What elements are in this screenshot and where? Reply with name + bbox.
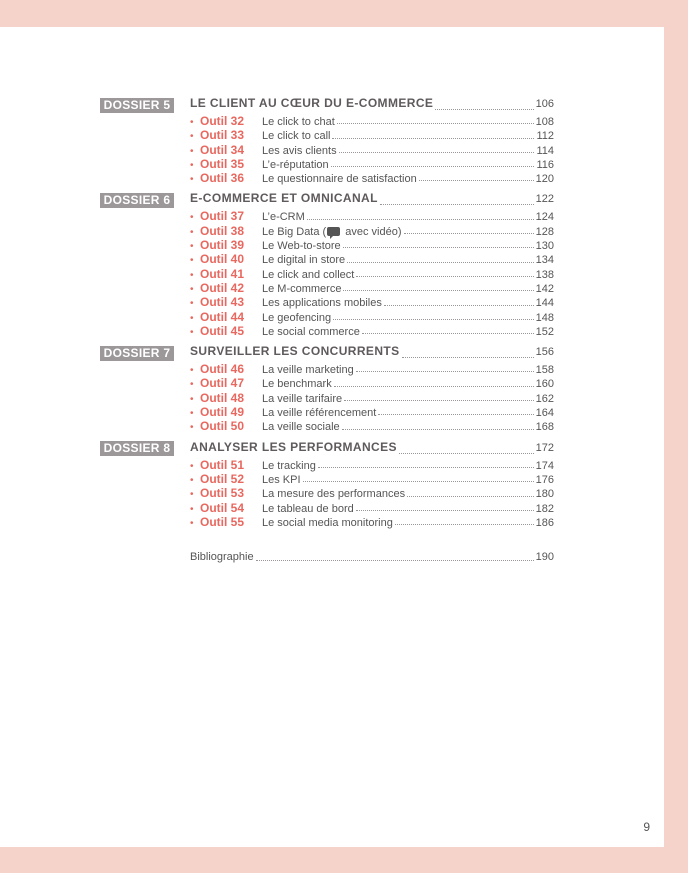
page-number: 9: [643, 820, 650, 834]
bibliography-entry[interactable]: [190, 551, 554, 565]
outil-number: Outil 43: [200, 295, 245, 310]
item-page-number: 120: [535, 173, 554, 186]
item-page-number: 138: [535, 268, 554, 281]
toc-item[interactable]: [190, 324, 554, 338]
outil-number: Outil 51: [200, 457, 245, 472]
toc-item[interactable]: [190, 238, 554, 252]
bullet: •: [190, 365, 194, 377]
dot-leader: [404, 233, 534, 234]
bullet: •: [190, 298, 194, 310]
item-title: [262, 159, 329, 171]
bullet: •: [190, 393, 194, 405]
item-title: [262, 326, 360, 338]
item-title: [262, 254, 345, 266]
document-page: [0, 27, 664, 847]
outil-number: Outil 53: [200, 486, 245, 501]
outil-number: Outil 38: [200, 223, 245, 238]
item-title-text: La veille sociale: [262, 421, 340, 434]
toc-section: [100, 191, 554, 338]
item-title: [262, 173, 417, 185]
toc-item[interactable]: [190, 209, 554, 223]
dossier-badge: DOSSIER 7: [100, 346, 174, 361]
outil-number: Outil 44: [200, 309, 245, 324]
dossier-page-number: 122: [535, 193, 554, 206]
item-title-text: Le M-commerce: [262, 282, 342, 295]
item-page-number: 116: [536, 158, 554, 171]
toc-item[interactable]: [190, 281, 554, 295]
dot-leader: [419, 180, 534, 181]
item-page-number: 174: [535, 459, 554, 472]
dot-leader: [344, 400, 534, 401]
toc-items: [190, 209, 554, 338]
outil-number: Outil 33: [200, 128, 245, 143]
item-page-number: 162: [535, 392, 554, 405]
item-page-number: 108: [535, 116, 554, 128]
item-page-number: 114: [536, 144, 554, 157]
item-title-text: Le click to chat: [262, 116, 335, 128]
outil-number: Outil 36: [200, 171, 245, 186]
item-page-number: 128: [535, 225, 554, 238]
outil-number: Outil 37: [200, 209, 245, 224]
outil-number: Outil 52: [200, 471, 245, 486]
dot-leader: [356, 510, 534, 511]
dot-leader: [337, 123, 534, 124]
bullet: •: [190, 474, 194, 486]
item-page-number: 152: [535, 325, 554, 338]
dot-leader: [395, 524, 534, 525]
toc-section: [100, 344, 554, 433]
toc-item[interactable]: [190, 114, 554, 128]
item-title: [262, 503, 354, 515]
dot-leader: [435, 109, 533, 110]
bibliography-page-number: 190: [535, 551, 554, 564]
toc-items: [190, 362, 554, 433]
outil-number: Outil 55: [200, 514, 245, 529]
dot-leader: [332, 138, 534, 139]
item-title: [262, 145, 337, 157]
toc-item[interactable]: [190, 143, 554, 157]
item-title-text: Le Web-to-store: [262, 240, 341, 253]
dossier-title: SURVEILLER LES CONCURRENTS: [190, 344, 400, 359]
dot-leader: [384, 305, 534, 306]
dossier-heading[interactable]: [100, 191, 554, 209]
item-page-number: 148: [535, 311, 554, 324]
dot-leader: [256, 560, 534, 561]
item-title: [262, 269, 354, 281]
item-title-text: Le click and collect: [262, 268, 355, 281]
toc-item[interactable]: [190, 419, 554, 433]
item-title-text: Le geofencing: [262, 311, 332, 324]
item-page-number: 142: [535, 282, 554, 295]
outil-number: Outil 45: [200, 323, 245, 338]
outil-number: Outil 35: [200, 156, 245, 171]
outil-number: Outil 50: [200, 419, 245, 434]
item-title: [262, 283, 341, 295]
toc-items: [190, 114, 554, 185]
bullet: •: [190, 326, 194, 338]
outil-number: Outil 47: [200, 376, 245, 391]
toc-item[interactable]: [190, 295, 554, 309]
dot-leader: [362, 333, 534, 334]
item-page-number: 130: [535, 240, 554, 253]
item-title-text: La veille tarifaire: [262, 392, 343, 405]
dossier-page-number: 172: [535, 441, 554, 454]
dossier-title: LE CLIENT AU CŒUR DU E-COMMERCE: [190, 96, 434, 110]
outil-number: Outil 34: [200, 142, 245, 157]
item-page-number: 144: [535, 297, 554, 310]
item-page-number: 158: [535, 364, 554, 377]
toc-item[interactable]: [190, 267, 554, 281]
bullet: •: [190, 159, 194, 171]
item-title-text: La veille marketing: [262, 364, 354, 377]
toc-items: [190, 458, 554, 529]
outil-number: Outil 48: [200, 390, 245, 405]
item-title-suffix: avec vidéo): [342, 225, 402, 238]
bullet: •: [190, 269, 194, 281]
item-title: [262, 378, 332, 390]
dossier-heading[interactable]: [100, 96, 554, 114]
bullet: •: [190, 145, 194, 157]
toc-item[interactable]: [190, 472, 554, 486]
outil-number: Outil 41: [200, 266, 245, 281]
item-title-text: Les KPI: [262, 473, 301, 486]
bullet: •: [190, 255, 194, 267]
item-title: [262, 297, 382, 309]
item-title: [262, 488, 405, 500]
toc-item[interactable]: [190, 486, 554, 500]
item-title: [262, 312, 331, 324]
item-title: [262, 460, 316, 472]
bullet: •: [190, 489, 194, 501]
item-title-text: Le tracking: [262, 459, 316, 472]
outil-number: Outil 49: [200, 405, 245, 420]
dot-leader: [339, 152, 535, 153]
dot-leader: [334, 386, 534, 387]
item-page-number: 134: [535, 254, 554, 267]
dot-leader: [356, 276, 533, 277]
dossier-heading[interactable]: [100, 440, 554, 458]
toc-section: [100, 440, 554, 529]
item-page-number: 176: [535, 473, 554, 486]
outil-number: Outil 42: [200, 280, 245, 295]
item-page-number: 182: [535, 502, 554, 515]
item-title-text: La mesure des performances: [262, 488, 406, 501]
dot-leader: [347, 262, 533, 263]
toc-item[interactable]: [190, 252, 554, 266]
item-page-number: 124: [535, 211, 554, 224]
dossier-badge: DOSSIER 5: [100, 98, 174, 113]
outil-number: Outil 46: [200, 362, 245, 377]
item-title: [262, 130, 330, 142]
bullet: •: [190, 241, 194, 253]
dot-leader: [343, 290, 533, 291]
dot-leader: [331, 166, 535, 167]
item-title: [262, 474, 301, 486]
toc-item[interactable]: [190, 501, 554, 515]
bullet: •: [190, 460, 194, 472]
item-page-number: 112: [536, 130, 554, 143]
dot-leader: [333, 319, 534, 320]
dossier-page-number: 156: [535, 346, 554, 359]
item-title: [262, 211, 305, 223]
toc-item[interactable]: [190, 171, 554, 185]
toc-section: [100, 96, 554, 185]
item-page-number: 164: [535, 407, 554, 420]
dot-leader: [342, 429, 534, 430]
dossier-badge: DOSSIER 6: [100, 193, 174, 208]
dossier-title: ANALYSER LES PERFORMANCES: [190, 439, 397, 454]
table-of-contents: [100, 96, 554, 565]
item-title-text: L’e-réputation: [262, 158, 329, 171]
item-title-text: Le tableau de bord: [262, 502, 354, 515]
toc-item[interactable]: [190, 376, 554, 390]
item-page-number: 180: [535, 488, 554, 501]
dot-leader: [399, 453, 534, 454]
item-page-number: 186: [535, 516, 554, 529]
dot-leader: [343, 247, 534, 248]
bullet: •: [190, 117, 194, 128]
bullet: •: [190, 312, 194, 324]
dot-leader: [356, 371, 534, 372]
outil-number: Outil 39: [200, 238, 245, 253]
toc-item[interactable]: [190, 515, 554, 529]
item-title: [262, 240, 341, 252]
toc-item[interactable]: [190, 391, 554, 405]
bibliography-title: Bibliographie: [190, 551, 254, 564]
outil-number: Outil 40: [200, 252, 245, 267]
item-title-text: Le questionnaire de satisfaction: [262, 173, 417, 186]
bullet: •: [190, 131, 194, 143]
dossier-badge: DOSSIER 8: [100, 441, 174, 456]
bullet: •: [190, 408, 194, 420]
dot-leader: [307, 219, 534, 220]
toc-item[interactable]: [190, 224, 554, 238]
toc-item[interactable]: [190, 458, 554, 472]
item-title: [262, 517, 393, 529]
item-page-number: 168: [535, 421, 554, 434]
item-title: [262, 226, 402, 238]
toc-item[interactable]: [190, 310, 554, 324]
dot-leader: [380, 204, 534, 205]
toc-item[interactable]: [190, 362, 554, 376]
item-title-text: Le click to call: [262, 130, 331, 143]
item-page-number: 160: [535, 378, 554, 391]
item-title: [262, 364, 354, 376]
item-title-text: Le benchmark: [262, 378, 332, 391]
bullet: •: [190, 212, 194, 224]
bullet: •: [190, 517, 194, 529]
dossier-title: E-COMMERCE ET OMNICANAL: [190, 191, 378, 206]
outil-number: Outil 32: [200, 114, 245, 128]
dot-leader: [318, 467, 534, 468]
toc-item[interactable]: [190, 405, 554, 419]
item-title-text: L’e-CRM: [262, 211, 305, 224]
toc-item[interactable]: [190, 128, 554, 142]
dot-leader: [378, 414, 533, 415]
item-title: [262, 407, 376, 419]
bullet: •: [190, 422, 194, 434]
item-title-text: Les applications mobiles: [262, 297, 382, 310]
item-title-text: Le social media monitoring: [262, 516, 393, 529]
item-title: [262, 421, 340, 433]
dossier-page-number: 106: [535, 98, 554, 110]
item-title: [262, 393, 342, 405]
dot-leader: [407, 496, 534, 497]
bullet: •: [190, 174, 194, 186]
item-title-text: Les avis clients: [262, 144, 337, 157]
item-title-text: Le digital in store: [262, 254, 346, 267]
item-title-text: Le Big Data (: [262, 225, 327, 238]
dot-leader: [303, 481, 534, 482]
toc-item[interactable]: [190, 157, 554, 171]
video-comment-icon: [327, 227, 340, 236]
bullet: •: [190, 283, 194, 295]
bullet: •: [190, 226, 194, 238]
dot-leader: [402, 357, 534, 358]
bullet: •: [190, 379, 194, 391]
item-title: [262, 116, 335, 128]
outil-number: Outil 54: [200, 500, 245, 515]
item-title-text: Le social commerce: [262, 325, 360, 338]
bullet: •: [190, 503, 194, 515]
dossier-heading[interactable]: [100, 344, 554, 362]
item-title-text: La veille référencement: [262, 407, 377, 420]
